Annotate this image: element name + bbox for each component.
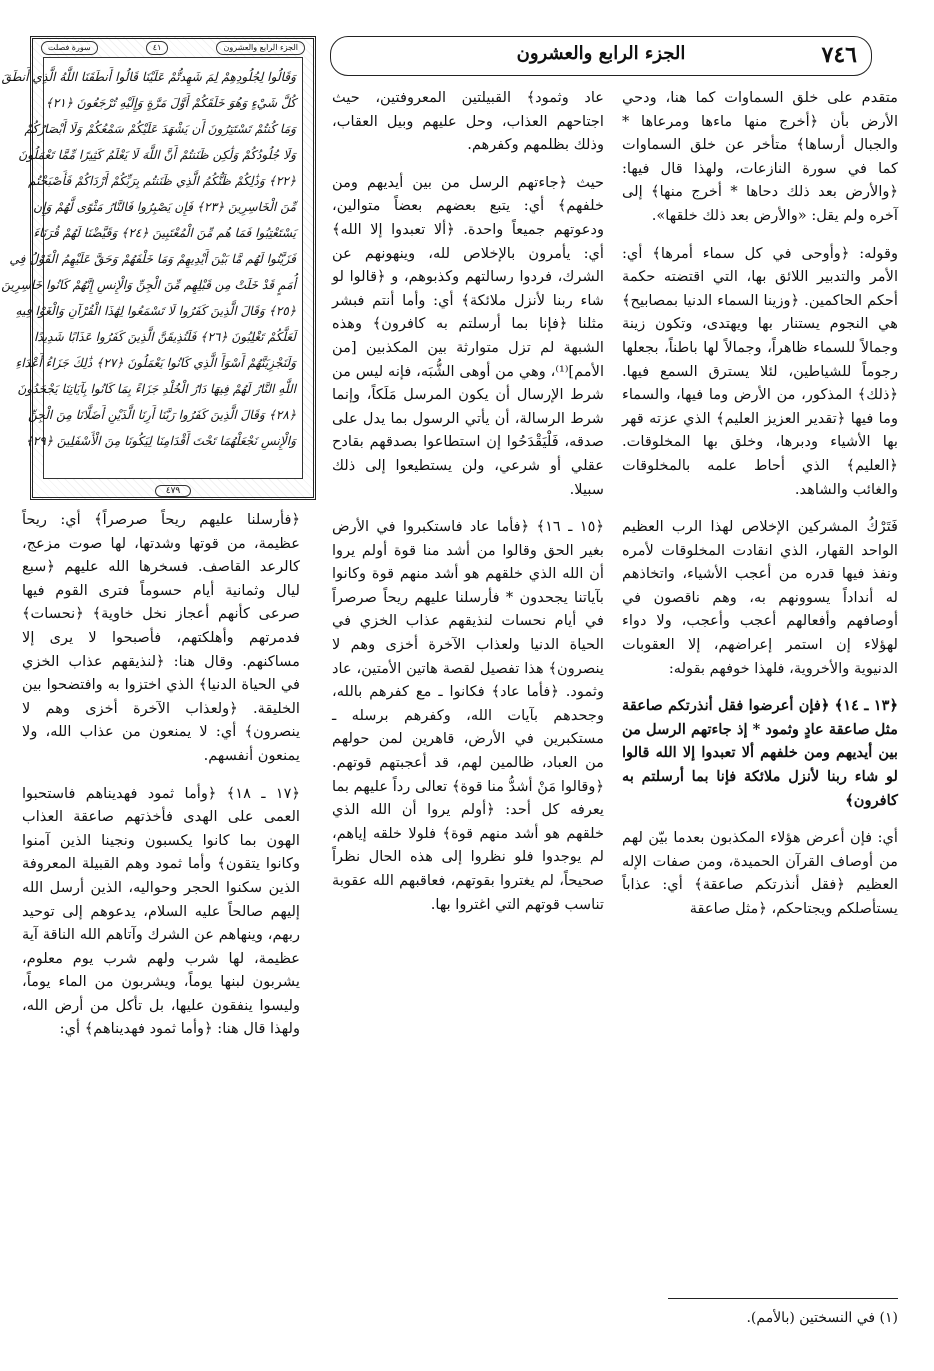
quran-page-image	[1, 36, 316, 500]
footnote-divider	[668, 1298, 898, 1299]
quran-line: وَقَالُوا لِجُلُودِهِمْ لِمَ شَهِدتُّمْ عَلَيْنَا قَالُوا أَنطَقَنَا اللَّهُ الَّذِي أَنطَقَ	[1, 70, 296, 84]
verse-heading: ﴿١٣ ـ ١٤﴾ ﴿فإن أعرضوا فقل أنذرتكم صاعقة مثل صاعقة عادٍ وثمود * إذ جاءتهم الرسل من بين أيديهم ومن خلفهم ألا تعبدوا إلا الله قالوا لو شاء ربنا لأنزل ملائكة فإنا بما أرسلتم به كافرون﴾	[622, 697, 898, 809]
paragraph: وقوله: ﴿وأوحى في كل سماء أمرها﴾ أي: الأمر والتدبير اللائق بها، التي اقتضته حكمة أحكم الحاكمين. ﴿وزينا السماء الدنيا بمصابيح﴾ هي النجوم يستنار بها ويهتدى، وتكون زينة وجمالاً للسماء ظاهراً، وجمالاً لها باطناً، بجعلها رجوماً للشياطين، لئلا يسترق السمع فيها. ﴿ذلك﴾ المذكور، من الأرض وما فيها، والسماء وما فيها ﴿تقدير العزيز العليم﴾ الذي عزته قهر بها الأشياء ودبرها، وخلق بها المخلوقات. ﴿العليم﴾ الذي أحاط علمه بالمخلوقات والغائب والشاهد.	[622, 244, 898, 498]
middle-column	[332, 86, 604, 923]
paragraph: ﴿١٧ ـ ١٨﴾ ﴿وأما ثمود فهديناهم فاستحبوا العمى على الهدى فأخذتهم صاعقة العذاب الهون بما كانوا يكسبون ونجينا الذين آمنوا وكانوا يتقون﴾ وأما ثمود وهم القبيلة المعروفة الذين سكنوا الحجر وحواليه، الذين أرسل الله إليهم صالحاً عليه السلام، يدعوهم إلى توحيد ربهم، وينهاهم عن الشرك وآتاهم الله الناقة آية عظيمة، لها شرب ولهم شرب يوم معلوم، يشربون لبنها يوماً، ويشربون من الماء يوماً، وليسوا ينفقون عليها، بل تأكل من أرض الله، ولهذا قال هنا: ﴿وأما ثمود فهديناهم﴾ أي:	[22, 784, 301, 1038]
quran-line: اللَّهِ النَّارُ لَهُمْ فِيهَا دَارُ الْخُلْدِ جَزَاءً بِمَا كَانُوا بِآيَاتِنَا يَجْحَدُونَ	[17, 382, 296, 396]
quran-line: وَلَنَجْزِيَنَّهُمْ أَسْوَأَ الَّذِي كَانُوا يَعْمَلُونَ ﴿٢٧﴾ ذَٰلِكَ جَزَاءُ أَعْدَاءِ	[15, 356, 296, 370]
quran-line: وَالْإِنسِ نَجْعَلْهُمَا تَحْتَ أَقْدَامِنَا لِيَكُونَا مِنَ الْأَسْفَلِينَ ﴿٢٩﴾	[25, 434, 296, 448]
quran-page-header	[41, 41, 305, 55]
quran-line: ﴿٢٥﴾ وَقَالَ الَّذِينَ كَفَرُوا لَا تَسْمَعُوا لِهَٰذَا الْقُرْآنِ وَالْغَوْا فِيهِ	[15, 304, 296, 318]
paragraph: عاد وثمود﴾ القبيلتين المعروفتين، حيث اجتاحهم العذاب، وحل عليهم وبيل العقاب، وذلك بظلمهم وكفرهم.	[332, 89, 604, 154]
quran-page-number	[33, 486, 313, 496]
quran-line: وَلَا جُلُودُكُمْ وَلَٰكِن ظَنَنتُمْ أَنَّ اللَّهَ لَا يَعْلَمُ كَثِيرًا مِّمَّا تَعْمَلُونَ	[18, 148, 296, 162]
paragraph: ﴿فأرسلنا عليهم ريحاً صرصراً﴾ أي: ريحاً عظيمة، من قوتها وشدتها، لها صوت مزعج، كالرعد القاصف. فسخرها الله عليهم ﴿سبع ليال وثمانية أيام حسوماً فترى القوم فيها صرعى كأنهم أعجاز نخل خاوية﴾ ﴿نحسات﴾ فدمرتهم وأهلكتهم، فأصبحوا لا يرى إلا مساكنهم. وقال هنا: ﴿لنذيقهم عذاب الخزي في الحياة الدنيا﴾ الذي اختزوا به وافتضحوا بين الخليقة. ﴿ولعذاب الآخرة أخزى وهم لا ينصرون﴾ أي: لا يمنعون من عذاب الله، ولا يمنعون أنفسهم.	[22, 511, 300, 764]
quran-line: لَعَلَّكُمْ تَغْلِبُونَ ﴿٢٦﴾ فَلَنُذِيقَنَّ الَّذِينَ كَفَرُوا عَذَابًا شَدِيدًا	[33, 330, 296, 344]
page-header	[330, 36, 872, 76]
quran-line: كُلَّ شَيْءٍ وَهُوَ خَلَقَكُمْ أَوَّلَ مَرَّةٍ وَإِلَيْهِ تُرْجَعُونَ ﴿٢١﴾	[45, 96, 296, 110]
quran-part-label: الجزء الرابع والعشرون	[216, 41, 305, 55]
footnote: (١) في النسختين (بالأمم).	[746, 1310, 898, 1326]
quran-text-frame	[1, 57, 303, 479]
paragraph: حيث ﴿جاءتهم الرسل من بين أيديهم ومن خلفهم﴾ أي: يتبع بعضهم بعضاً متوالين، ودعوتهم جميعاً واحدة. ﴿ألا تعبدوا إلا الله﴾ أي: يأمرون بالإخلاص لله، وينهونهم عن الشرك، فردوا رسالتهم وكذبوهم، و ﴿قالوا لو شاء ربنا لأنزل ملائكة﴾ أي: وأما أنتم فبشر مثلنا ﴿فإنا بما أرسلتم به كافرون﴾ وهذه الشبهة لم تزل متوارثة بين المكذبين [من الأمم]⁽¹⁾، وهي من أوهى الشُّبَه، فإنه ليس من شرط الإرسال أن يكون المرسل مَلَكاً، وإنما شرط الرسالة، أن يأتي الرسول بما يدل على صدقه، فَلْيَقْدَحُوا إن استطاعوا بصدقهم بقادح عقلي أو شرعي، ولن يستطيعوا إلى ذلك سبيلا.	[332, 173, 604, 498]
quran-surah-label: سورة فصلت	[41, 41, 98, 55]
page-number: ٧٤٦	[821, 42, 857, 68]
quran-line: ﴿٢٢﴾ وَذَٰلِكُمْ ظَنُّكُمُ الَّذِي ظَنَنتُم بِرَبِّكُمْ أَرْدَاكُمْ فَأَصْبَحْتُم	[27, 174, 296, 188]
paragraph: ﴿١٥ ـ ١٦﴾ ﴿فأما عاد فاستكبروا في الأرض بغير الحق وقالوا من أشد منا قوة أولم يروا أن الله الذي خلقهم هو أشد منهم قوة وكانوا بآياتنا يجحدون * فأرسلنا عليهم ريحاً صرصراً في أيام نحسات لنذيقهم عذاب الخزي في الحياة الدنيا ولعذاب الآخرة أخزى وهم لا ينصرون﴾ هذا تفصيل لقصة هاتين الأمتين، عاد وثمود. ﴿فأما عاد﴾ فكانوا ـ مع كفرهم بالله، وجحدهم بآيات الله، وكفرهم برسله ـ مستكبرين في الأرض، قاهرين لمن حولهم من العباد، ظالمين لهم، قد أعجبتهم قوتهم. ﴿وقالوا مَنْ أشدُّ منا قوة﴾ تعالى رداً عليهم بما يعرفه كل أحد: ﴿أولم يروا أن الله الذي خلقهم هو أشد منهم قوة﴾ فلولا خلقه إياهم، لم يوجدوا فلو نظروا إلى هذه الحال نظراً صحيحاً، لم يغتروا بقوتهم، فعاقبهم الله عقوبة تناسب قوتهم التي اغتروا بها.	[332, 518, 604, 913]
quran-line: فَزَيَّنُوا لَهُم مَّا بَيْنَ أَيْدِيهِمْ وَمَا خَلْفَهُمْ وَحَقَّ عَلَيْهِمُ الْقَوْلُ فِي	[9, 252, 296, 266]
paragraph: متقدم على خلق السماوات كما هنا، ودحي الأرض بأن ﴿أخرج منها ماءها ومرعاها * والجبال أرساها﴾ متأخر عن خلق السماوات كما في سورة النازعات، ولهذا قال فيها: ﴿والأرض بعد ذلك دحاها * أخرج منها﴾ إلى آخره ولم يقل: «والأرض بعد ذلك خلقها».	[622, 89, 898, 224]
quran-surah-number: ٤١	[146, 41, 169, 55]
paragraph: أي: فإن أعرض هؤلاء المكذبون بعدما بيّن لهم من أوصاف القرآن الحميدة، ومن صفات الإله العظيم ﴿فقل أنذرتكم صاعقة﴾ أي: عذاباً يستأصلكم ويجتاحكم، ﴿مثل صاعقة	[622, 829, 898, 917]
paragraph: فَتَرْكُ المشركين الإخلاص لهذا الرب العظيم الواحد القهار، الذي انقادت المخلوقات لأمره ونفذ فيها قدره من أعجب الأشياء، واتخاذهم له أنداداً يسوونهم به، وهم ناقصون في أوصافهم وأفعالهم أعجب وأعجب، ولا دواء لهؤلاء إن استمر إعراضهم، إلا العقوبات الدنيوية والأخروية، فلهذا خوفهم بقوله:	[622, 518, 898, 677]
left-column	[22, 508, 300, 1048]
part-title: الجزء الرابع والعشرون	[516, 43, 686, 64]
quran-page-number-label: ٤٧٩	[155, 485, 192, 497]
quran-line: مِّنَ الْخَاسِرِينَ ﴿٢٣﴾ فَإِن يَصْبِرُوا فَالنَّارُ مَثْوًى لَّهُمْ وَإِن	[33, 200, 296, 214]
quran-line: وَمَا كُنتُمْ تَسْتَتِرُونَ أَن يَشْهَدَ عَلَيْكُمْ سَمْعُكُمْ وَلَا أَبْصَارُكُمْ	[24, 122, 296, 136]
quran-line: أُمَمٍ قَدْ خَلَتْ مِن قَبْلِهِم مِّنَ الْجِنِّ وَالْإِنسِ إِنَّهُمْ كَانُوا خَاسِرِينَ	[1, 278, 296, 292]
quran-line: ﴿٢٨﴾ وَقَالَ الَّذِينَ كَفَرُوا رَبَّنَا أَرِنَا الَّذَيْنِ أَضَلَّانَا مِنَ الْجِنِّ	[27, 408, 296, 422]
right-column	[622, 86, 898, 928]
quran-line: يَسْتَعْتِبُوا فَمَا هُم مِّنَ الْمُعْتَبِينَ ﴿٢٤﴾ وَقَيَّضْنَا لَهُمْ قُرَنَاءَ	[33, 226, 296, 240]
